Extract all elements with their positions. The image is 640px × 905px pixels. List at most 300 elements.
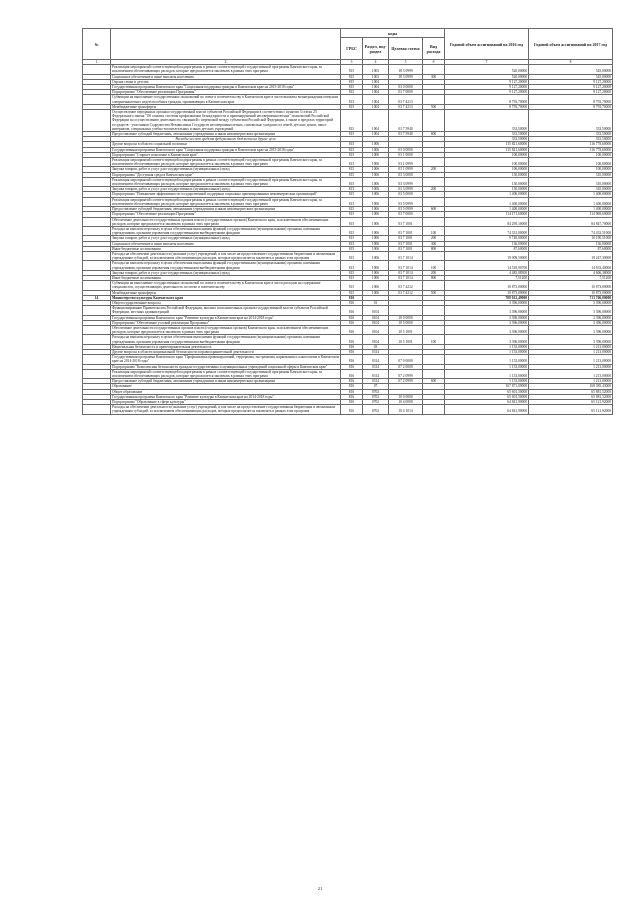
cell-sec: 07: [363, 384, 389, 389]
cell-vr: [423, 197, 445, 206]
cell-vr: 100: [423, 226, 445, 235]
table-row: [83, 325, 613, 334]
cell-grbs: 816: [341, 369, 363, 378]
cell-sec: 0314: [363, 349, 389, 354]
cell-grbs: 815: [341, 261, 363, 270]
cell-sec: 1006: [363, 142, 389, 147]
cell-sec: 03: [363, 344, 389, 349]
cell-y17: 3 396,00000: [529, 306, 613, 315]
cell-name: Охрана семьи и детства: [111, 79, 341, 84]
table-row: [83, 110, 613, 132]
cell-y16: 87,60000: [445, 246, 529, 251]
cell-y16: 64 841,90000: [445, 405, 529, 414]
cell-sec: 1006: [363, 217, 389, 226]
cell-sec: 0314: [363, 379, 389, 384]
page-number: 21: [317, 886, 323, 891]
cell-vr: 200: [423, 187, 445, 192]
cell-cs: 03 7 4212: [389, 281, 423, 290]
cell-cs: 03 0 0000: [389, 85, 423, 90]
cell-grbs: 815: [341, 167, 363, 172]
cell-name: Государственная программа Камчатского края "Социальная поддержка граждан в Камчатском крае на 2015-2018 годы": [111, 85, 341, 90]
index-cell: 3: [341, 60, 363, 65]
cell-name: Подпрограмма "Повышение эффективности государственной поддержки социально ориентированных некоммерческих организаций": [111, 192, 341, 197]
cell-y17: 19 247,30000: [529, 251, 613, 260]
cell-y17: 310,00000: [529, 187, 613, 192]
cell-y17: 1 400,00000: [529, 207, 613, 212]
cell-sec: 1006: [363, 187, 389, 192]
cell-cs: 03 3 0999: [389, 177, 423, 186]
cell-grbs: 815: [341, 79, 363, 84]
cell-cs: 03 7 1001: [389, 236, 423, 241]
cell-cs: 18 3 0999: [389, 65, 423, 74]
cell-grbs: 816: [341, 384, 363, 389]
table-row: [83, 261, 613, 270]
cell-cs: 03 3 0999: [389, 187, 423, 192]
budget-table-page: [82, 28, 612, 415]
cell-cs: 03 7 0000: [389, 212, 423, 217]
cell-name: Социальное обеспечение и иные выплаты населению: [111, 241, 341, 246]
cell-name: Подпрограмма "Старшее поколение в Камчатском крае": [111, 152, 341, 157]
cell-y16: 1 400,00000: [445, 197, 529, 206]
cell-y16: 7,51200: [445, 275, 529, 280]
table-row: [83, 306, 613, 315]
cell-grbs: 815: [341, 65, 363, 74]
cell-y16: 100,00000: [445, 158, 529, 167]
cell-y16: 3 396,00000: [445, 320, 529, 325]
cell-sec: 1006: [363, 226, 389, 235]
cell-y16: 115 821,60000: [445, 147, 529, 152]
index-cell: 4: [363, 60, 389, 65]
table-body: [83, 65, 613, 414]
cell-grbs: 816: [341, 344, 363, 349]
index-cell: 8: [529, 60, 613, 65]
cell-cs: 10 5 1001: [389, 325, 423, 334]
cell-grbs: 815: [341, 95, 363, 104]
cell-y17: 545,00000: [529, 74, 613, 79]
cell-y17: 114 968,60000: [529, 212, 613, 217]
cell-name: Подпрограмма "Комплексная безопасность граждан государственных и муниципальных учреждений социальной сферы в Камчатском крае": [111, 364, 341, 369]
table-row: [83, 65, 613, 74]
cell-name: Субвенции на выполнение государственных полномочий по опеке и попечительству в Камчатском крае в части расходов на содержание специалистов, осуществляющих деятельность по опеке и попечительству: [111, 281, 341, 290]
cell-y17: 310,00000: [529, 177, 613, 186]
cell-name: Иные бюджетные ассигнования: [111, 275, 341, 280]
cell-y16: 3 396,00000: [445, 335, 529, 344]
cell-sec: 0104: [363, 306, 389, 315]
cell-sec: 1006: [363, 147, 389, 152]
cell-cs: 03 1 0000: [389, 152, 423, 157]
cell-cs: 10 5 1001: [389, 335, 423, 344]
cell-sec: 1006: [363, 177, 389, 186]
cell-n: [83, 110, 111, 132]
cell-y16: 100,00000: [445, 167, 529, 172]
header-number: №: [83, 29, 111, 60]
cell-name: Межбюджетные трансферты: [111, 290, 341, 295]
cell-sec: 01: [363, 300, 389, 305]
cell-y16: 3 396,00000: [445, 325, 529, 334]
cell-y16: 65 601,50000: [445, 394, 529, 399]
cell-sec: 1003: [363, 74, 389, 79]
cell-vr: [423, 355, 445, 364]
cell-name: Закупка товаров, работ и услуг для государственных (муниципальных) нужд: [111, 236, 341, 241]
cell-y17: 116 778,60000: [529, 142, 613, 147]
cell-grbs: 816: [341, 394, 363, 399]
cell-y17: 3 396,00000: [529, 320, 613, 325]
cell-cs: 03 7 1001: [389, 226, 423, 235]
cell-sec: 1003: [363, 65, 389, 74]
cell-sec: 1004: [363, 90, 389, 95]
cell-name: Осуществление переданных органам государственной власти субъектов Российской Федерации в соответствии с пунктом 3 статьи 25 Федерального закона "Об основах системы профилактики безнадзорности и правонарушений несовершеннолетних" полномочий Российской Федерации по осуществлению деятельности, связанной с перевозкой между субъектами Российской Федерации, а также в пределах территорий государств - участников Содружества Независимых Государств несовершеннолетних, самовольно ушедших из семей, детских домов, школ-интернатов, специальных учебно-воспитательных и иных детских учреждений: [111, 110, 341, 132]
cell-n: [83, 217, 111, 226]
cell-y17: 1 400,00000: [529, 192, 613, 197]
cell-grbs: 816: [341, 400, 363, 405]
cell-sec: 1004: [363, 104, 389, 109]
cell-n: [83, 226, 111, 235]
cell-sec: 1006: [363, 275, 389, 280]
cell-vr: 100: [423, 335, 445, 344]
cell-cs: 03 7 4213: [389, 95, 423, 104]
cell-grbs: 815: [341, 132, 363, 137]
cell-name: Другие вопросы в области социальной политики: [111, 142, 341, 147]
cell-sec: 0104: [363, 315, 389, 320]
cell-sec: 0702: [363, 400, 389, 405]
cell-vr: 600: [423, 132, 445, 137]
cell-grbs: 815: [341, 172, 363, 177]
header-section: Раздел, под- раздел: [363, 38, 389, 60]
header-name: [111, 29, 341, 60]
cell-name: Реализация мероприятий соответствующей подпрограммы в рамках соответствующей государственной программы Камчатского края, за исключением обеспечивающих расходов, которые предполагается заключать в рамках этих программ: [111, 177, 341, 186]
cell-sec: 1006: [363, 172, 389, 177]
header-grbs: ГРБС: [341, 38, 363, 60]
cell-name: Предоставление субсидий бюджетным, автономным учреждениям и иным некоммерческим организациям: [111, 379, 341, 384]
cell-vr: 600: [423, 379, 445, 384]
cell-name: Функционирование Правительства Российской Федерации, высших исполнительных органов государственной власти субъектов Российской Федерации, местных администраций: [111, 306, 341, 315]
cell-sec: 1006: [363, 152, 389, 157]
cell-cs: 03 7 1001: [389, 241, 423, 246]
cell-name: Социальное обеспечение и иные выплаты населению: [111, 74, 341, 79]
cell-cs: 07 2 0999: [389, 369, 423, 378]
cell-vr: 800: [423, 246, 445, 251]
cell-cs: 03 7 4213: [389, 104, 423, 109]
cell-n: [83, 335, 111, 344]
cell-name: Государственная программа Камчатского края "Развитие культуры в Камчатском крае на 2014-2018 годы": [111, 315, 341, 320]
cell-y16: 1 400,00000: [445, 207, 529, 212]
cell-vr: 300: [423, 241, 445, 246]
cell-y17: 7,51200: [529, 275, 613, 280]
cell-n: [83, 325, 111, 334]
table-row: [83, 281, 613, 290]
cell-y17: 3 396,00000: [529, 300, 613, 305]
header-2017: Годовой объем ассигнований на 2017 год: [529, 29, 613, 60]
cell-grbs: 815: [341, 246, 363, 251]
cell-grbs: 815: [341, 281, 363, 290]
cell-cs: 03 5 0999: [389, 207, 423, 212]
header-target: Целевая статья: [389, 38, 423, 60]
cell-y16: 3 396,00000: [445, 315, 529, 320]
cell-grbs: 816: [341, 389, 363, 394]
cell-sec: 1006: [363, 197, 389, 206]
cell-y17: 136,00000: [529, 241, 613, 246]
cell-sec: 0314: [363, 364, 389, 369]
cell-cs: 03 3 0000: [389, 172, 423, 177]
cell-y16: 19 009,50000: [445, 251, 529, 260]
cell-cs: 10 4 0000: [389, 400, 423, 405]
cell-vr: 200: [423, 167, 445, 172]
cell-vr: 200: [423, 236, 445, 241]
index-cell: 5: [389, 60, 423, 65]
table-row: [83, 335, 613, 344]
index-cell: 2: [111, 60, 341, 65]
cell-y17: 100,00000: [529, 158, 613, 167]
cell-cs: 03 7 0000: [389, 90, 423, 95]
cell-y16: 100,00000: [445, 152, 529, 157]
cell-grbs: 815: [341, 212, 363, 217]
cell-n: [83, 65, 111, 74]
cell-y16: 9 740,00000: [445, 236, 529, 241]
cell-grbs: 815: [341, 152, 363, 157]
cell-grbs: 816: [341, 335, 363, 344]
cell-y16: 150,00000: [445, 177, 529, 186]
cell-y17: 1 213,00000: [529, 355, 613, 364]
cell-y17: 10 190,51000: [529, 236, 613, 241]
cell-n: [83, 158, 111, 167]
cell-y16: 9 127,20000: [445, 79, 529, 84]
cell-cs: [389, 306, 423, 315]
cell-grbs: 816: [341, 320, 363, 325]
cell-name: Реализация мероприятий соответствующей подпрограммы в рамках соответствующей государственной программы Камчатского края, за исключением обеспечивающих расходов, которые предполагается заключать в рамках этих программ: [111, 65, 341, 74]
cell-cs: 03 5 0999: [389, 197, 423, 206]
cell-sec: 0702: [363, 389, 389, 394]
cell-y16: 150,00000: [445, 172, 529, 177]
cell-name: Министерство культуры Камчатского края: [111, 295, 341, 300]
header-2016: Годовой объем ассигнований на 2016 год: [445, 29, 529, 60]
cell-cs: 07 2 0999: [389, 379, 423, 384]
cell-y16: 1 153,00000: [445, 379, 529, 384]
cell-y17: 65 121,92000: [529, 400, 613, 405]
cell-sec: 1006: [363, 192, 389, 197]
cell-grbs: 815: [341, 110, 363, 132]
table-row: [83, 355, 613, 364]
cell-grbs: 816: [341, 300, 363, 305]
cell-y17: 10 873,00000: [529, 281, 613, 290]
cell-sec: 1006: [363, 290, 389, 295]
cell-n: [83, 355, 111, 364]
cell-y17: 310,00000: [529, 172, 613, 177]
cell-y16: 64 841,90000: [445, 400, 529, 405]
budget-table: [82, 28, 613, 415]
index-cell: 7: [445, 60, 529, 65]
index-cell: 6: [423, 60, 445, 65]
cell-y17: 8 793,70000: [529, 95, 613, 104]
cell-grbs: 816: [341, 306, 363, 315]
cell-vr: [423, 405, 445, 414]
cell-grbs: 815: [341, 290, 363, 295]
cell-n: [83, 306, 111, 315]
cell-n: [83, 95, 111, 104]
table-row: [83, 405, 613, 414]
cell-grbs: 815: [341, 192, 363, 197]
cell-name: Предоставление субсидий бюджетным, автономным учреждениям и иным некоммерческим организациям: [111, 132, 341, 137]
cell-sec: 1006: [363, 158, 389, 167]
table-row: [83, 217, 613, 226]
cell-vr: 200: [423, 270, 445, 275]
cell-name: Расходы на выплаты персоналу в целях обеспечения выполнения функций государственными (муниципальными) органами, казенными учреждениями, органами управления государственными внебюджетными фондами: [111, 226, 341, 235]
cell-name: Государственная программа Камчатского края "Социальная поддержка граждан в Камчатском крае на 2015-2018 годы": [111, 147, 341, 152]
cell-vr: [423, 110, 445, 132]
cell-name: Закупка товаров, работ и услуг для государственных (муниципальных) нужд: [111, 167, 341, 172]
cell-sec: 0104: [363, 335, 389, 344]
cell-n: [83, 197, 111, 206]
cell-n: 14: [83, 295, 111, 300]
cell-y17: 87,60000: [529, 246, 613, 251]
cell-sec: 1004: [363, 132, 389, 137]
cell-y16: 1 153,00000: [445, 349, 529, 354]
cell-vr: 600: [423, 207, 445, 212]
cell-cs: 03 7 5940: [389, 110, 423, 132]
cell-sec: 1006: [363, 270, 389, 275]
cell-vr: [423, 95, 445, 104]
cell-grbs: 815: [341, 270, 363, 275]
cell-y17: 168 385,43000: [529, 384, 613, 389]
cell-y17: 1 213,00000: [529, 369, 613, 378]
cell-grbs: 816: [341, 295, 363, 300]
cell-sec: 1006: [363, 212, 389, 217]
cell-sec: 1004: [363, 79, 389, 84]
cell-sec: 1006: [363, 236, 389, 241]
cell-sec: 1006: [363, 167, 389, 172]
cell-y16: 3 396,00000: [445, 306, 529, 315]
cell-cs: 03 7 1014: [389, 275, 423, 280]
cell-vr: [423, 281, 445, 290]
cell-name: Подпрограмма "Обеспечение реализации Программы": [111, 90, 341, 95]
cell-y17: 545,00000: [529, 65, 613, 74]
cell-y17: 713 766,00000: [529, 295, 613, 300]
cell-y16: 520,00000: [445, 74, 529, 79]
cell-n: [83, 261, 111, 270]
cell-y17: 1 400,00000: [529, 197, 613, 206]
cell-y16: 8 793,70000: [445, 104, 529, 109]
cell-y17: 333,50000: [529, 137, 613, 142]
cell-sec: 1004: [363, 95, 389, 104]
cell-cs: 18 3 0999: [389, 74, 423, 79]
cell-cs: 10 0 0000: [389, 394, 423, 399]
cell-name: Расходы на выплаты персоналу в целях обеспечения выполнения функций государственными (муниципальными) органами, казенными учреждениями, органами управления государственными внебюджетными фондами: [111, 261, 341, 270]
cell-y16: 10 873,00000: [445, 290, 529, 295]
cell-sec: 0314: [363, 369, 389, 378]
cell-name: Реализация мероприятий соответствующей подпрограммы в рамках соответствующей государственной программы Камчатского края, за исключением обеспечивающих расходов, которые предполагается заключать в рамках этих программ: [111, 369, 341, 378]
cell-name: Расходы на обеспечение деятельности (оказание услуг) учреждений, в том числе на предоставление государственным бюджетным и автономным учреждениям субсидий, за исключением обеспечивающих расходов, которые предполагается заключать в рамках этих программ: [111, 405, 341, 414]
cell-grbs: 816: [341, 379, 363, 384]
cell-y16: 333,50000: [445, 137, 529, 142]
cell-name: Государственная программа Камчатского края "Профилактика правонарушений, терроризма, экстремизма, наркомании и алкоголизма в Камчатском крае на 2014-2018 годы": [112, 355, 340, 364]
cell-y16: 333,50000: [445, 132, 529, 137]
cell-grbs: 815: [341, 90, 363, 95]
cell-cs: 03 7 1001: [389, 246, 423, 251]
cell-cs: 03 7 1014: [389, 251, 423, 260]
cell-name: Образование: [111, 384, 341, 389]
cell-cs: 03 7 4212: [389, 290, 423, 295]
cell-sec: 0104: [363, 320, 389, 325]
cell-grbs: 815: [341, 207, 363, 212]
cell-vr: 800: [423, 275, 445, 280]
cell-y16: 708 012,49000: [445, 295, 529, 300]
cell-y17: 116 778,60000: [529, 147, 613, 152]
cell-cs: 10 5 0000: [389, 320, 423, 325]
cell-grbs: 815: [341, 74, 363, 79]
cell-cs: 10 0 0000: [389, 315, 423, 320]
cell-y17: 1 213,00000: [529, 349, 613, 354]
cell-sec: 0104: [363, 325, 389, 334]
cell-vr: [423, 177, 445, 186]
index-cell: 1: [83, 60, 111, 65]
cell-y16: 14 518,90700: [445, 261, 529, 270]
cell-name: Иные бюджетные ассигнования: [111, 246, 341, 251]
cell-cs: 03 1 0999: [389, 167, 423, 172]
cell-vr: 100: [423, 261, 445, 270]
cell-y17: 9 127,20000: [529, 79, 613, 84]
cell-y16: 8 793,70000: [445, 95, 529, 104]
cell-y16: 3 396,00000: [445, 300, 529, 305]
cell-y17: 9 127,20000: [529, 90, 613, 95]
cell-y17: 3 396,00000: [529, 325, 613, 334]
cell-sec: 0702: [363, 405, 389, 414]
cell-name: Закупка товаров, работ и услуг для государственных (муниципальных) нужд: [111, 270, 341, 275]
cell-grbs: 816: [341, 355, 363, 364]
cell-name: Другие вопросы в области национальной безопасности и правоохранительной деятельности: [111, 349, 341, 354]
cell-sec: 1006: [363, 241, 389, 246]
cell-y17: 333,50000: [529, 132, 613, 137]
cell-sec: 1006: [363, 261, 389, 270]
table-row: [83, 177, 613, 186]
cell-grbs: 815: [341, 236, 363, 241]
cell-y17: 10 873,00000: [529, 290, 613, 295]
cell-name: Общегосударственные вопросы: [111, 300, 341, 305]
cell-vr: [423, 217, 445, 226]
cell-y16: 1 153,00000: [445, 344, 529, 349]
cell-y17: 1 213,00000: [529, 364, 613, 369]
cell-name: Предоставление субсидий бюджетным, автономным учреждениям и иным некоммерческим организациям: [111, 207, 341, 212]
cell-name: Реализация мероприятий соответствующей подпрограммы в рамках соответствующей государственной программы Камчатского края, за исключением обеспечивающих расходов, которые предполагается заключать в рамках этих программ: [111, 197, 341, 206]
cell-vr: [423, 158, 445, 167]
cell-y17: 100,00000: [529, 152, 613, 157]
cell-y17: 74 433,51000: [529, 226, 613, 235]
cell-vr: [423, 65, 445, 74]
cell-y16: 333,50000: [445, 110, 529, 132]
cell-y16: 115 821,60000: [445, 142, 529, 147]
cell-name: Государственная программа Камчатского края "Развитие культуры в Камчатском крае на 2014-2018 годы": [111, 394, 341, 399]
cell-vr: [423, 306, 445, 315]
cell-n: [83, 281, 111, 290]
table-row: [83, 197, 613, 206]
cell-y17: 333,50000: [529, 110, 613, 132]
table-row: [83, 95, 613, 104]
cell-sec: 1006: [363, 207, 389, 212]
cell-name: Общее образование: [111, 389, 341, 394]
cell-y16: 520,00000: [445, 65, 529, 74]
cell-y17: 3 396,00000: [529, 315, 613, 320]
table-row: [83, 369, 613, 378]
cell-grbs: 815: [341, 142, 363, 147]
cell-name: Национальная безопасность и правоохранительная деятельность: [111, 344, 341, 349]
cell-vr: 500: [423, 104, 445, 109]
cell-sec: 1006: [363, 246, 389, 251]
cell-y17: 65 881,52000: [529, 394, 613, 399]
cell-name: Межбюджетные трансферты: [111, 104, 341, 109]
cell-y16: 114 171,60000: [445, 212, 529, 217]
cell-y17: 8 793,70000: [529, 104, 613, 109]
cell-y16: 4 483,08300: [445, 270, 529, 275]
cell-cs: 03 0 0000: [389, 147, 423, 152]
cell-sec: 1004: [363, 110, 389, 132]
